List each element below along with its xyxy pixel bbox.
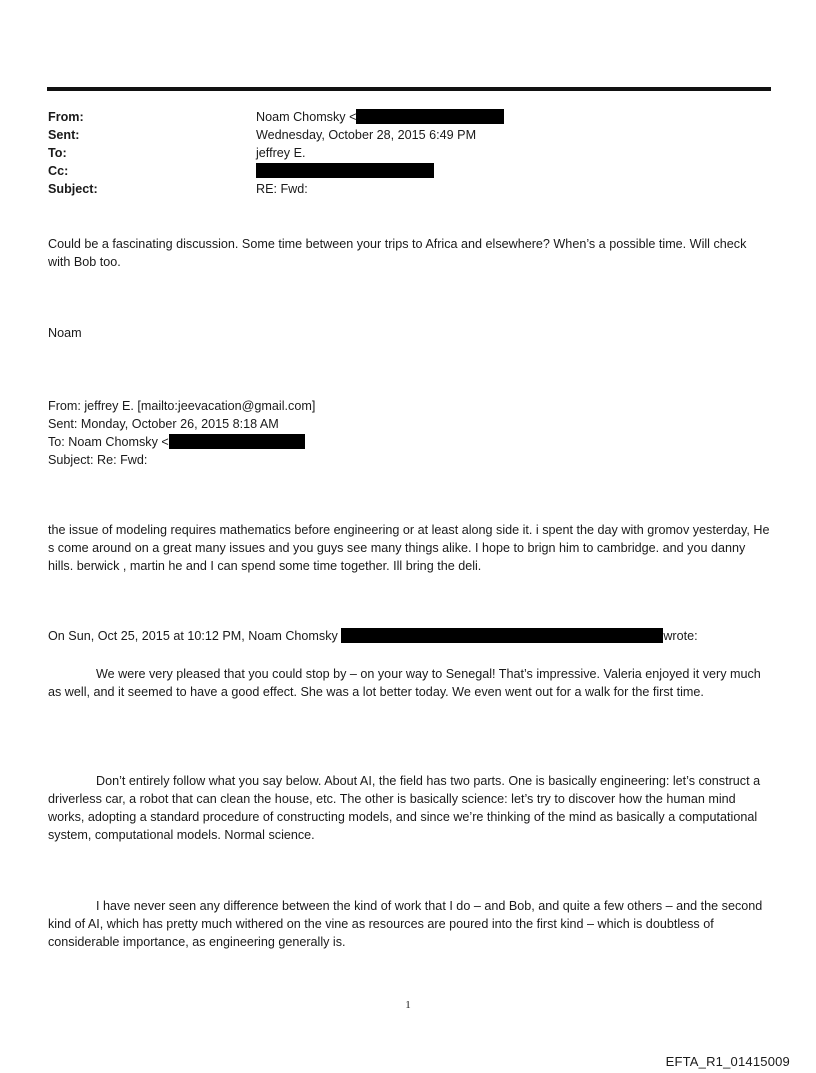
attribution-wrote: wrote: — [663, 629, 698, 643]
forwarded-to — [48, 433, 770, 451]
page-number: 1 — [405, 999, 411, 1011]
to-value: jeffrey E. — [256, 146, 306, 160]
email-header — [48, 108, 768, 198]
header-subject-row — [48, 180, 768, 198]
quoted-paragraph-3: I have never seen any difference between the kind of work that I do – and Bob, and quite a few others – and the second kind of AI, which has pretty much withered on the vine as resources are poured into the first kind – which is doubtless of considerable importance, as engineering generally is. — [48, 899, 763, 949]
signature: Noam — [48, 326, 82, 340]
to-label: To: — [48, 146, 67, 160]
from-label: From: — [48, 110, 84, 124]
from-name: Noam Chomsky < — [256, 110, 357, 124]
cc-value — [256, 162, 434, 180]
header-divider — [47, 87, 771, 91]
sent-label: Sent: — [48, 128, 80, 142]
forwarded-to-text: To: Noam Chomsky < — [48, 435, 169, 449]
redaction-box — [341, 628, 663, 643]
header-sent-row — [48, 126, 768, 144]
reply-paragraph: Could be a fascinating discussion. Some time between your trips to Africa and elsewhere? When’s a possible time. Will check with Bob too. — [48, 237, 747, 269]
subject-value: RE: Fwd: — [256, 182, 308, 196]
redaction-box — [169, 434, 305, 449]
header-from-row — [48, 108, 768, 126]
forwarded-header — [48, 397, 770, 469]
forwarded-message: the issue of modeling requires mathematics before engineering or at least along side it. i spent the day with gromov yesterday, He s come around on a great many issues and you guys see many things alike. I hope to brign him to cambridge. and you danny hills. berwick , martin he and I can spend some time together. Ill bring the deli. — [48, 523, 770, 573]
from-value — [256, 108, 504, 126]
sent-value: Wednesday, October 28, 2015 6:49 PM — [256, 128, 477, 142]
document-id: EFTA_R1_01415009 — [665, 1054, 790, 1069]
header-to-row — [48, 144, 768, 162]
subject-label: Subject: — [48, 182, 98, 196]
forwarded-sent: Sent: Monday, October 26, 2015 8:18 AM — [48, 417, 279, 431]
forwarded-from: From: jeffrey E. [mailto:jeevacation@gmail.com] — [48, 399, 316, 413]
attribution-text: On Sun, Oct 25, 2015 at 10:12 PM, Noam Chomsky — [48, 629, 338, 643]
cc-label: Cc: — [48, 164, 69, 178]
redaction-box — [356, 109, 504, 124]
quoted-attribution — [48, 627, 770, 645]
forwarded-subject: Subject: Re: Fwd: — [48, 453, 148, 467]
quoted-paragraph-1: We were very pleased that you could stop by – on your way to Senegal! That’s impressive. Valeria enjoyed it very much as well, and it seemed to have a good effect. She was a lot better today. We even went out for a walk for the first time. — [48, 667, 761, 699]
quoted-paragraph-2: Don’t entirely follow what you say below. About AI, the field has two parts. One is basically engineering: let’s construct a driverless car, a robot that can clean the house, etc. The other is basically science: let’s try to discover how the human mind works, adopting a standard procedure of constructing models, and since we’re thinking of the mind as basically a computational system, computational models. Normal science. — [48, 774, 761, 842]
redaction-box — [256, 163, 434, 178]
header-cc-row — [48, 162, 768, 180]
